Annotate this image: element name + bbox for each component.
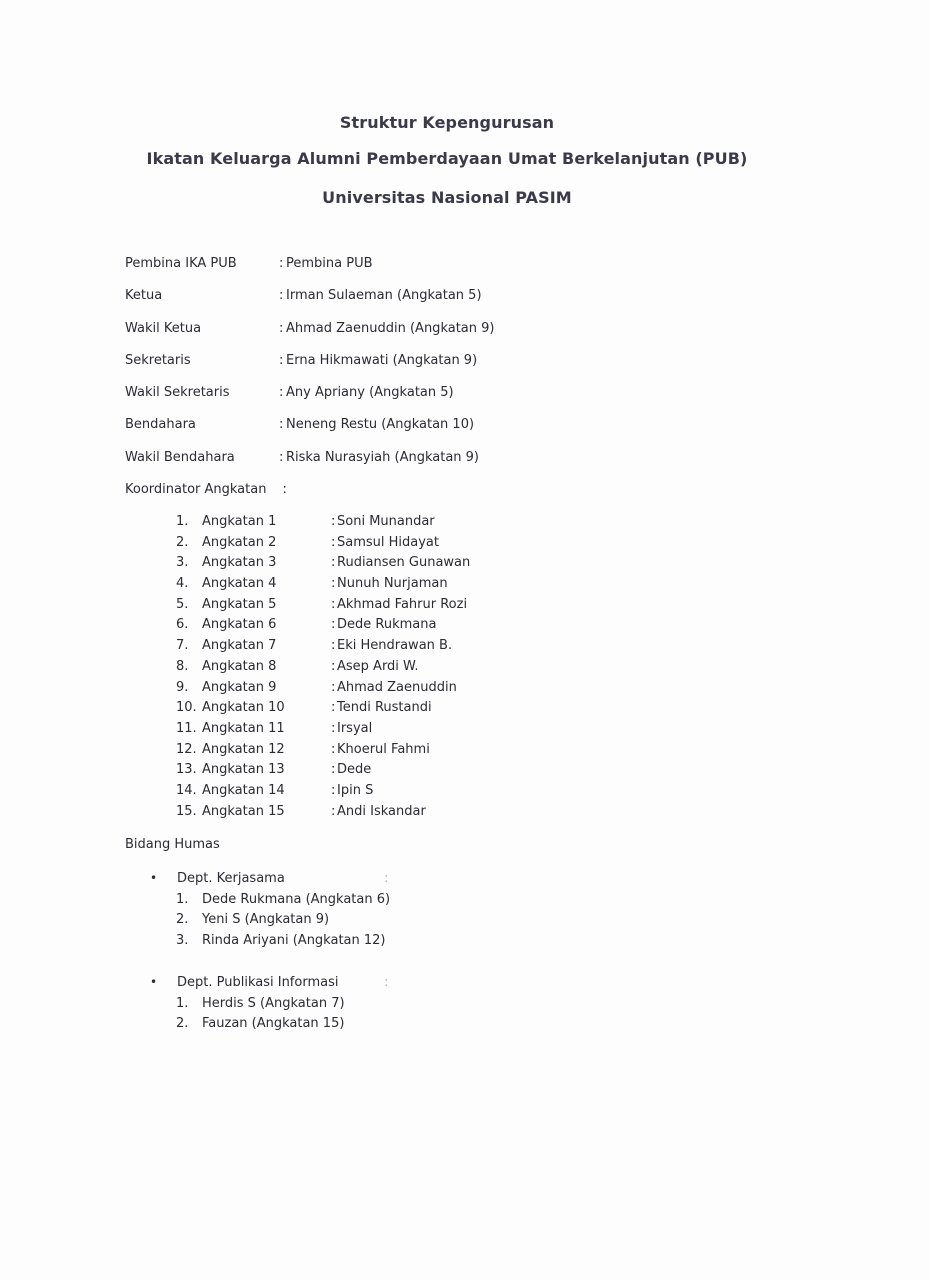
- item-separator: :: [331, 679, 336, 695]
- coordinator-name: Andi Iskandar: [337, 803, 426, 819]
- officer-separator: :: [279, 417, 284, 433]
- member-name: Dede Rukmana (Angkatan 6): [202, 891, 391, 907]
- officer-name: Riska Nurasyiah (Angkatan 9): [286, 449, 480, 465]
- koordinator-heading: [125, 482, 287, 497]
- list-number: 14.: [176, 782, 197, 798]
- angkatan-label: Angkatan 12: [202, 741, 285, 757]
- list-number: 1.: [176, 995, 189, 1011]
- document-title: Struktur Kepengurusan: [339, 113, 555, 132]
- list-number: 4.: [176, 576, 189, 592]
- coordinator-name: Khoerul Fahmi: [337, 741, 430, 757]
- list-item: [150, 892, 390, 913]
- angkatan-label: Angkatan 6: [202, 617, 277, 633]
- dept-label: Dept. Publikasi Informasi: [177, 975, 339, 990]
- list-item: [176, 762, 470, 783]
- officer-row: [125, 256, 494, 288]
- koordinator-label: Koordinator Angkatan: [125, 482, 267, 497]
- list-item: [176, 535, 470, 556]
- list-number: 13.: [176, 762, 197, 778]
- officer-separator: :: [279, 288, 284, 304]
- dept-kerjasama: [150, 871, 390, 954]
- officer-separator: :: [279, 320, 284, 336]
- item-separator: :: [331, 638, 336, 654]
- officer-separator: :: [279, 352, 284, 368]
- list-number: 3.: [176, 555, 189, 571]
- coordinator-name: Dede: [337, 762, 372, 778]
- officers-list: [125, 256, 494, 482]
- dept-separator: :: [384, 871, 389, 886]
- officer-row: [125, 450, 494, 482]
- officer-role: Wakil Sekretaris: [125, 385, 230, 401]
- angkatan-label: Angkatan 14: [202, 782, 285, 798]
- item-separator: :: [331, 782, 336, 798]
- officer-role: Pembina IKA PUB: [125, 256, 237, 271]
- list-number: 1.: [176, 514, 189, 529]
- list-number: 7.: [176, 638, 189, 654]
- angkatan-label: Angkatan 15: [202, 803, 285, 819]
- item-separator: :: [331, 700, 336, 716]
- list-number: 2.: [176, 912, 189, 928]
- coordinator-name: Dede Rukmana: [337, 617, 437, 633]
- officer-name: Neneng Restu (Angkatan 10): [286, 417, 475, 433]
- list-number: 11.: [176, 720, 197, 736]
- angkatan-label: Angkatan 13: [202, 762, 285, 778]
- officer-row: [125, 385, 494, 417]
- angkatan-label: Angkatan 11: [202, 720, 285, 736]
- item-separator: :: [331, 534, 336, 550]
- coordinator-name: Nunuh Nurjaman: [337, 576, 448, 592]
- officer-role: Bendahara: [125, 417, 196, 433]
- list-item: [176, 804, 470, 825]
- list-item: [176, 555, 470, 576]
- list-item: [150, 933, 390, 954]
- officer-role: Ketua: [125, 288, 163, 304]
- list-number: 3.: [176, 933, 189, 949]
- coordinator-name: Asep Ardi W.: [337, 658, 419, 674]
- coordinator-name: Soni Munandar: [337, 514, 435, 529]
- koordinator-list: [176, 514, 470, 824]
- dept-label: Dept. Kerjasama: [177, 871, 285, 886]
- officer-separator: :: [279, 385, 284, 401]
- officer-role: Sekretaris: [125, 352, 191, 368]
- angkatan-label: Angkatan 7: [202, 638, 277, 654]
- list-item: [176, 514, 470, 535]
- member-name: Fauzan (Angkatan 15): [202, 1016, 345, 1032]
- coordinator-name: Tendi Rustandi: [337, 700, 432, 716]
- list-item: [150, 1016, 388, 1037]
- list-item: [176, 638, 470, 659]
- officer-row: [125, 288, 494, 320]
- list-item: [176, 597, 470, 618]
- officer-separator: :: [279, 256, 284, 271]
- list-item: [176, 659, 470, 680]
- officer-name: Irman Sulaeman (Angkatan 5): [286, 288, 482, 304]
- item-separator: :: [331, 741, 336, 757]
- angkatan-label: Angkatan 2: [202, 534, 277, 550]
- item-separator: :: [331, 617, 336, 633]
- angkatan-label: Angkatan 8: [202, 658, 277, 674]
- member-name: Rinda Ariyani (Angkatan 12): [202, 933, 386, 949]
- list-number: 12.: [176, 741, 197, 757]
- list-item: [150, 912, 390, 933]
- bullet-icon: •: [150, 871, 158, 885]
- item-separator: :: [331, 555, 336, 571]
- list-item: [176, 700, 470, 721]
- dept-publikasi-informasi: [150, 975, 388, 1037]
- officer-separator: :: [279, 449, 284, 465]
- coordinator-name: Ipin S: [337, 782, 374, 798]
- list-number: 2.: [176, 1016, 189, 1032]
- angkatan-label: Angkatan 1: [202, 514, 277, 529]
- bullet-icon: •: [150, 975, 158, 989]
- dept-separator: :: [384, 975, 389, 990]
- list-item: [176, 680, 470, 701]
- item-separator: :: [331, 720, 336, 736]
- member-name: Yeni S (Angkatan 9): [202, 912, 330, 928]
- angkatan-label: Angkatan 9: [202, 679, 277, 695]
- list-number: 15.: [176, 803, 197, 819]
- list-number: 8.: [176, 658, 189, 674]
- officer-name: Ahmad Zaenuddin (Angkatan 9): [286, 320, 495, 336]
- item-separator: :: [331, 803, 336, 819]
- list-number: 5.: [176, 596, 189, 612]
- bidang-humas-heading: Bidang Humas: [125, 837, 220, 852]
- list-item: [176, 576, 470, 597]
- officer-name: Any Apriany (Angkatan 5): [286, 385, 454, 401]
- angkatan-label: Angkatan 3: [202, 555, 277, 571]
- organization-name: Ikatan Keluarga Alumni Pemberdayaan Umat Berkelanjutan (PUB): [146, 149, 748, 168]
- list-number: 10.: [176, 700, 197, 716]
- coordinator-name: Eki Hendrawan B.: [337, 638, 453, 654]
- list-number: 2.: [176, 534, 189, 550]
- list-item: [176, 721, 470, 742]
- list-number: 9.: [176, 679, 189, 695]
- coordinator-name: Akhmad Fahrur Rozi: [337, 596, 468, 612]
- list-item: [176, 742, 470, 763]
- item-separator: :: [331, 762, 336, 778]
- list-number: 1.: [176, 891, 189, 907]
- dept-heading: [150, 975, 388, 996]
- list-item: [150, 996, 388, 1017]
- coordinator-name: Samsul Hidayat: [337, 534, 440, 550]
- university-name: Universitas Nasional PASIM: [322, 188, 572, 207]
- coordinator-name: Rudiansen Gunawan: [337, 555, 471, 571]
- officer-row: [125, 417, 494, 449]
- coordinator-name: Ahmad Zaenuddin: [337, 679, 457, 695]
- member-name: Herdis S (Angkatan 7): [202, 995, 345, 1011]
- officer-name: Pembina PUB: [286, 256, 373, 271]
- list-number: 6.: [176, 617, 189, 633]
- item-separator: :: [331, 596, 336, 612]
- koordinator-separator: :: [282, 482, 287, 497]
- officer-row: [125, 353, 494, 385]
- officer-name: Erna Hikmawati (Angkatan 9): [286, 352, 478, 368]
- angkatan-label: Angkatan 4: [202, 576, 277, 592]
- item-separator: :: [331, 658, 336, 674]
- officer-row: [125, 321, 494, 353]
- dept-heading: [150, 871, 390, 892]
- item-separator: :: [331, 514, 336, 529]
- angkatan-label: Angkatan 10: [202, 700, 285, 716]
- coordinator-name: Irsyal: [337, 720, 373, 736]
- list-item: [176, 617, 470, 638]
- item-separator: :: [331, 576, 336, 592]
- officer-role: Wakil Ketua: [125, 320, 202, 336]
- list-item: [176, 783, 470, 804]
- angkatan-label: Angkatan 5: [202, 596, 277, 612]
- officer-role: Wakil Bendahara: [125, 449, 235, 465]
